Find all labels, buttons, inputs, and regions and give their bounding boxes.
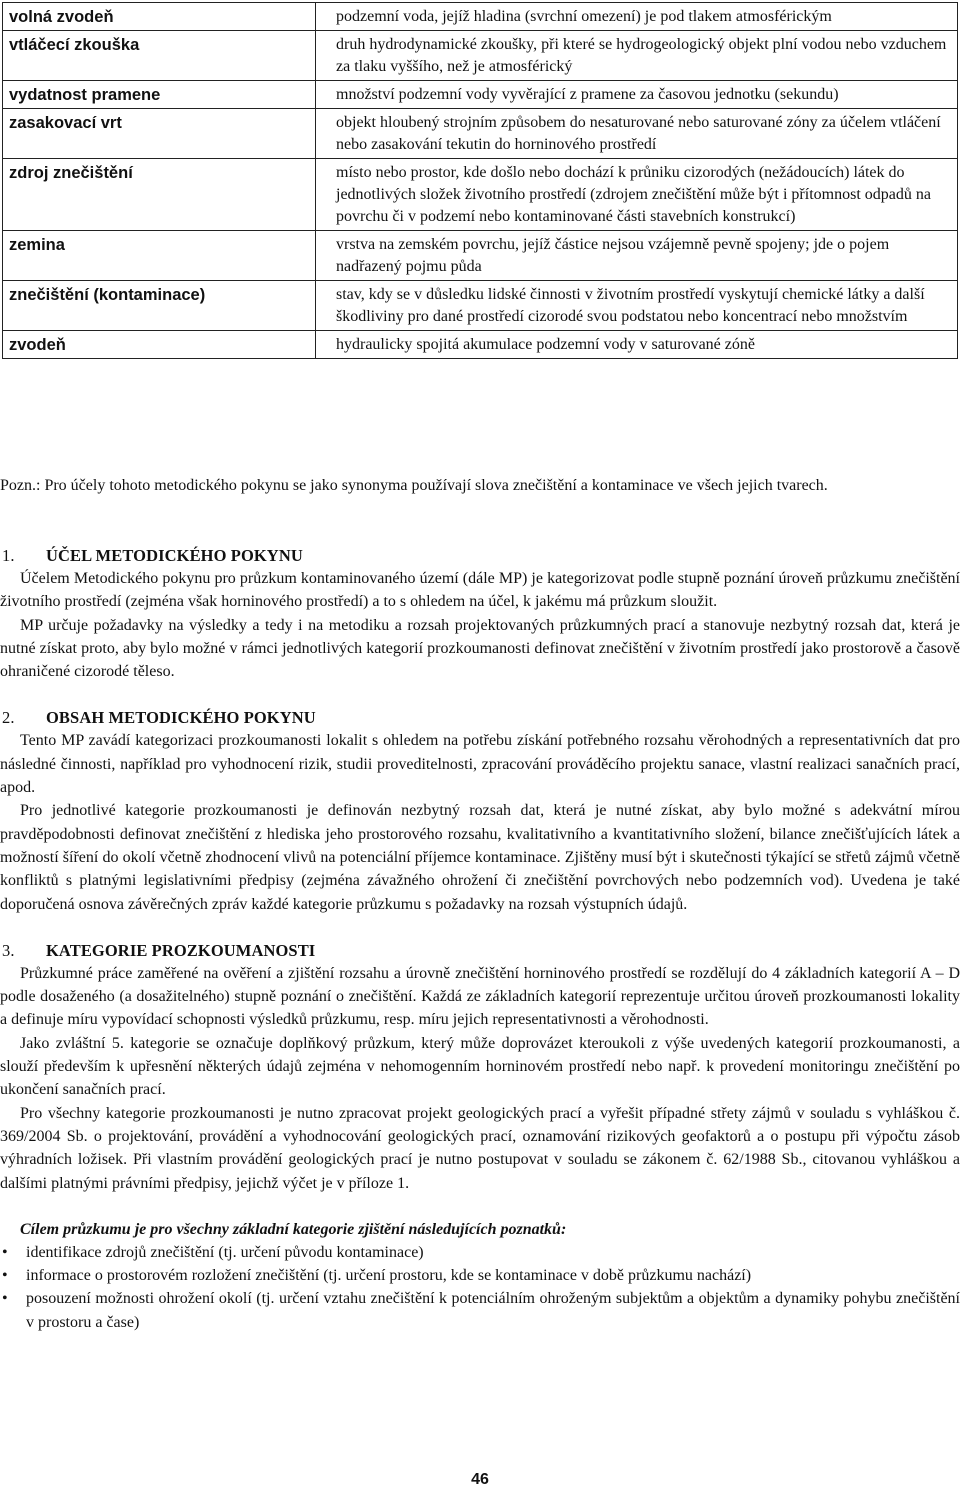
glossary-term: vtláčecí zkouška <box>3 31 316 81</box>
bullet-icon: • <box>2 1267 8 1285</box>
glossary-definition: vrstva na zemském povrchu, jejíž částice nejsou vzájemně pevně spojeny; jde o pojem nadřazený pojmu půda <box>316 231 958 281</box>
list-item-text: identifikace zdrojů znečištění (tj. určení původu kontaminace) <box>26 1243 424 1261</box>
section <box>0 706 960 915</box>
main-content <box>0 544 960 1334</box>
glossary-definition: množství podzemní vody vyvěrající z pramene za časovou jednotku (sekundu) <box>316 81 958 109</box>
list-item-text: informace o prostorovém rozložení znečištění (tj. určení prostoru, kde se kontaminace v době průzkumu nachází) <box>26 1267 752 1285</box>
list-item <box>0 1264 960 1287</box>
bullet-icon: • <box>2 1290 8 1308</box>
section-title: ÚČEL METODICKÉHO POKYNU <box>46 546 303 565</box>
section-title: OBSAH METODICKÉHO POKYNU <box>46 708 316 728</box>
section-number: 3. <box>2 940 15 960</box>
glossary-term: zemina <box>3 231 316 281</box>
section-number: 2. <box>2 708 15 728</box>
glossary-table <box>2 2 958 359</box>
glossary-definition: hydraulicky spojitá akumulace podzemní vody v saturované zóně <box>316 331 958 359</box>
glossary-definition: druh hydrodynamické zkoušky, při které se hydrogeologický objekt plní vodou nebo vzduchem za tlaku vyššího, než je atmosférický <box>316 31 958 81</box>
glossary-definition: místo nebo prostor, kde došlo nebo dochází k průniku cizorodých (nežádoucích) látek do jednotlivých složek životního prostředí (zdrojem znečištění může být i přítomnost odpadů na povrchu či v podzemí nebo kontaminované části stavebních konstrukcí) <box>316 159 958 231</box>
glossary-row <box>3 81 958 109</box>
glossary-body <box>3 3 958 359</box>
list-item-text: posouzení možnosti ohrožení okolí (tj. určení vztahu znečištění k potenciálním ohroženým subjektům a objektům a dynamiky pohybu znečištění v prostoru a čase) <box>26 1290 960 1331</box>
aims-block <box>0 1218 960 1334</box>
glossary-row <box>3 3 958 31</box>
section-title: KATEGORIE PROZKOUMANOSTI <box>46 940 316 960</box>
sections <box>0 544 960 1195</box>
glossary-term: volná zvodeň <box>3 3 316 31</box>
section-heading <box>0 939 960 962</box>
glossary-definition: podzemní voda, jejíž hladina (svrchní omezení) je pod tlakem atmosférickým <box>316 3 958 31</box>
paragraph: Tento MP zavádí kategorizaci prozkoumanosti lokalit s ohledem na potřebu získání potřebného rozsahu věrohodných a representativních dat pro následné činnosti, například pro vyhodnocení rizik, studii proveditelnosti, zpracování prováděcího projektu sanace, vlastní realizaci sanačních prací, apod. <box>0 732 960 797</box>
paragraph: Pro všechny kategorie prozkoumanosti je nutno zpracovat projekt geologických prací a vyřešit případné střety zájmů v souladu s vyhláškou č. 369/2004 Sb. o projektování, provádění a vyhodnocování geologických prací, oznamování rizikových geofaktorů a o postupu při výpočtu zásob výhradních ložisek. Při vlastním provádění geologických prací je nutno postupovat v souladu se zákonem č. 62/1988 Sb., citovanou vyhláškou a dalšími platnými právními předpisy, jejichž výčet je v příloze 1. <box>0 1104 960 1192</box>
paragraph: Jako zvláštní 5. kategorie se označuje doplňkový průzkum, který může doprovázet kteroukoli z výše uvedených kategorií prozkoumanosti, a slouží především k upřesnění některých údajů zejména v nehomogenním horninovém prostředí nebo např. k provedení monitoringu znečištění po ukončení sanačních prací. <box>0 1034 960 1099</box>
glossary-term: zvodeň <box>3 331 316 359</box>
section-heading <box>0 706 960 729</box>
glossary-term: vydatnost pramene <box>3 81 316 109</box>
section-heading <box>0 544 960 567</box>
glossary-term: zasakovací vrt <box>3 109 316 159</box>
note: Pozn.: Pro účely tohoto metodického pokynu se jako synonyma používají slova znečištění a kontaminace ve všech jejich tvarech. <box>0 477 828 494</box>
bullet-icon: • <box>2 1243 8 1261</box>
paragraph: Pro jednotlivé kategorie prozkoumanosti je definován nezbytný rozsah dat, která je nutné získat, aby bylo možné s adekvátní mírou pravděpodobnosti definovat znečištění z hlediska jeho prostorového rozsahu, kvalitativního a kvantitativního složení, bilance znečišťujících látek a možností šíření do okolí včetně zhodnocení vlivů na potenciální příjemce kontaminace. Zjištěny musí být i skutečnosti týkající se střetů zájmů včetně konfliktů s platnými legislativními předpisy (zejména závažného ohrožení či znečištění povrchových nebo podzemních vod). Uvedena je také doporučená osnova závěrečných zpráv každé kategorie průzkumu s požadavky na rozsah výstupních údajů. <box>0 802 960 913</box>
paragraph: Účelem Metodického pokynu pro průzkum kontaminovaného území (dále MP) je kategorizovat podle stupně poznání úroveň průzkumu znečištění životního prostředí (zejména však horninového prostředí) a to s ohledem na účel, k jakému má průzkum sloužit. <box>0 570 960 611</box>
list-item <box>0 1241 960 1264</box>
paragraph: MP určuje požadavky na výsledky a tedy i na metodiku a rozsah projektovaných průzkumných prací a stanovuje nezbytný rozsah dat, která je nutné získat proto, aby bylo možné v rámci jednotlivých kategorií prozkoumanosti definovat znečištění v životním prostředí jako prostorově a časově ohraničené cizorodé těleso. <box>0 616 960 681</box>
section <box>0 544 960 683</box>
glossary-row <box>3 109 958 159</box>
list-item <box>0 1287 960 1334</box>
section-number: 1. <box>2 546 15 565</box>
glossary-row <box>3 31 958 81</box>
glossary-definition: stav, kdy se v důsledku lidské činnosti v životním prostředí vyskytují chemické látky a další škodliviny pro dané prostředí cizorodé svou podstatou nebo koncentrací nebo množstvím <box>316 281 958 331</box>
glossary-definition: objekt hloubený strojním způsobem do nesaturované nebo saturované zóny za účelem vtláčení nebo zasakování tekutin do horninového prostředí <box>316 109 958 159</box>
page-number: 46 <box>471 1471 489 1488</box>
glossary-row <box>3 331 958 359</box>
paragraph: Průzkumné práce zaměřené na ověření a zjištění rozsahu a úrovně znečištění horninového prostředí se rozdělují do 4 základních kategorií A – D podle dosaženého (a dosažitelného) stupně poznání o znečištění. Každá ze základních kategorií reprezentuje určitou úroveň prozkoumanosti lokality a definuje míru vypovídací schopnosti výsledků průzkumu, resp. míru jejich representativnosti a věrohodnosti. <box>0 964 960 1029</box>
section <box>0 939 960 1195</box>
glossary-row <box>3 281 958 331</box>
aims-list <box>0 1241 960 1334</box>
glossary-term: zdroj znečištění <box>3 159 316 231</box>
glossary-term: znečištění (kontaminace) <box>3 281 316 331</box>
glossary-row <box>3 159 958 231</box>
glossary-row <box>3 231 958 281</box>
aims-title: Cílem průzkumu je pro všechny základní kategorie zjištění následujících poznatků: <box>20 1220 567 1238</box>
